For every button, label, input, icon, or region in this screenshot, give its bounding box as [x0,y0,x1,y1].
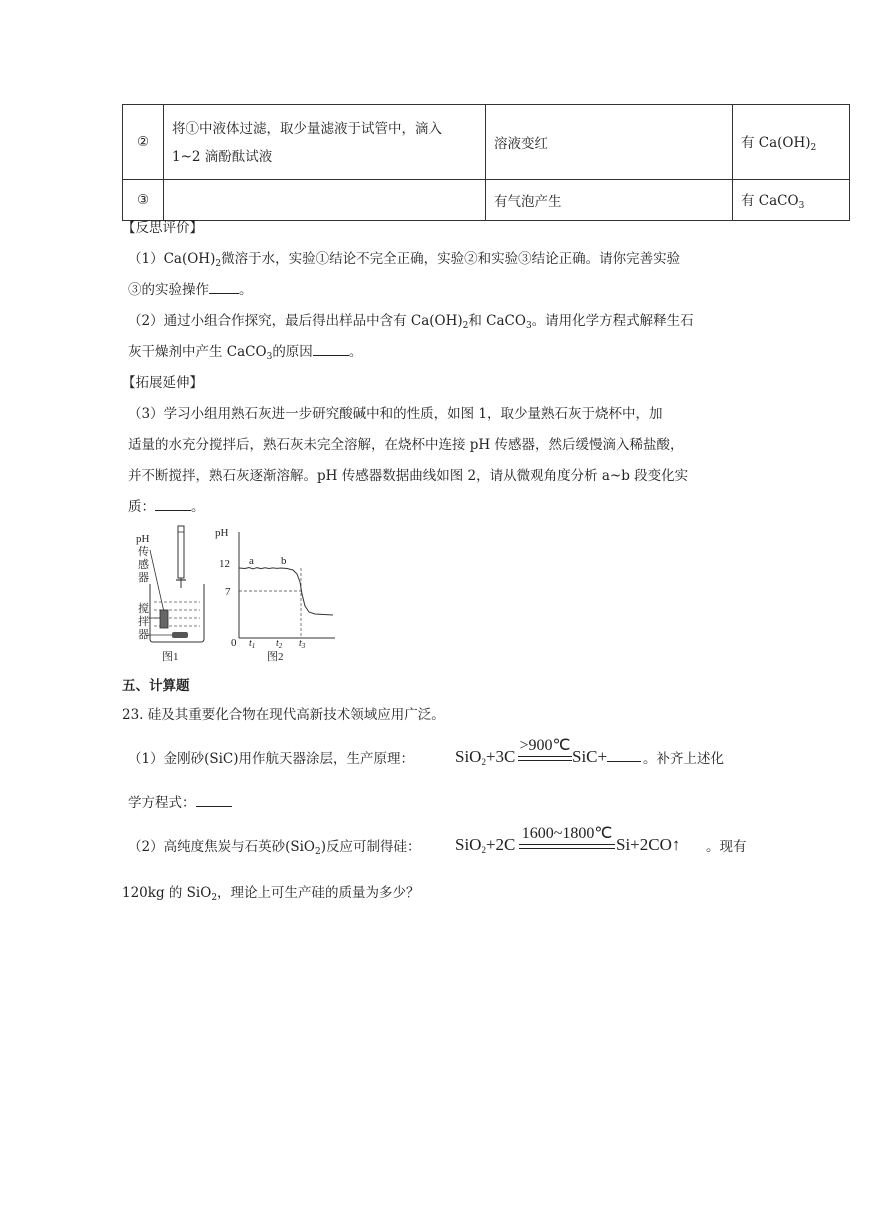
subscript: 2 [481,845,486,855]
equation-1-equals [518,756,572,761]
burette [178,526,184,578]
answer-blank [155,510,191,511]
point-a-label: a [249,555,254,567]
part-2-text: 120kg 的 SiO [122,885,212,901]
formula: SiO [455,835,482,854]
q1-text: 微溶于水，实验①结论不完全正确，实验②和实验③结论正确。请你完善实验 [221,251,681,267]
answer-blank [607,761,641,762]
question-3-line-3: 并不断搅拌，熟石灰逐渐溶解。pH 传感器数据曲线如图 2，请从微观角度分析 a~b 段变化实 [128,468,689,484]
equation-1-condition: >900℃ [519,737,571,754]
table-row [123,180,850,221]
q3-text: 。 [191,499,205,515]
question-2-line-2 [128,343,362,366]
stirrer-label: 搅 [138,603,149,615]
stirrer-label: 拌 [138,616,149,628]
equation-2-equals [519,844,615,849]
sensor-label: 感 [138,559,149,571]
equation-2-left [455,835,515,855]
part-2-line-2 [122,884,420,907]
formula: SiO [455,747,482,766]
q1-text: ③的实验操作 [128,282,209,298]
subscript: 2 [215,259,222,269]
question-23: 23. 硅及其重要化合物在现代高新技术领域应用广泛。 [122,707,445,723]
sensor-label: 传 [138,546,149,558]
conclusion-text: 有 Ca(OH) [741,135,811,151]
part-1-text: 学方程式： [128,795,196,811]
q2-text: （2）通过小组合作探究，最后得出样品中含有 Ca(OH) [128,313,463,329]
q1-text: （1）Ca(OH) [128,251,216,267]
figure-1-beaker-diagram [128,522,218,664]
part-1-text-end: 。补齐上述化 [643,751,724,767]
conclusion-cell [733,105,850,180]
step-number: ③ [123,180,164,221]
sensor-label: 器 [138,572,149,584]
q1-text: 。 [239,282,253,298]
operation-line: 将①中液体过滤，取少量滤液于试管中，滴入 [172,121,442,137]
answer-blank [209,293,239,294]
part-2-text [128,838,421,861]
stir-bar [172,632,188,638]
equation-1-left [455,747,515,767]
q2-text: 和 CaCO [468,313,526,329]
q2-text: 灰干燥剂中产生 CaCO [128,344,267,360]
figure-2-caption: 图2 [267,651,284,663]
operation-cell [164,105,486,180]
part-2-text-end: 。现有 [706,839,747,855]
extension-heading: 【拓展延伸】 [122,375,203,391]
subscript: 3 [266,352,273,362]
figure-2-ph-curve [215,522,340,664]
step-number: ② [123,105,164,180]
ph-sensor-probe [160,610,168,628]
answer-blank [196,806,232,807]
table-row [123,105,850,180]
formula: +3C [485,747,516,766]
formula: +2C [485,835,516,854]
part-1-text: （1）金刚砂(SiC)用作航天器涂层，生产原理： [128,751,415,767]
conclusion-text: 有 CaCO [741,193,799,209]
part-1-line-2 [128,794,232,812]
question-3-line-1: （3）学习小组用熟石灰进一步研究酸碱中和的性质，如图 1，取少量熟石灰于烧杯中，加 [128,406,663,422]
subscript: 2 [211,893,218,903]
experiment-table [122,104,850,221]
sensor-label: pH [136,533,150,545]
subscript: 2 [810,143,817,153]
answer-blank [313,355,349,356]
question-1-line-1 [128,250,680,273]
t3-label: $t_3$ [299,638,306,650]
subscript: 2 [315,847,321,857]
question-3-line-2: 适量的水充分搅拌后，熟石灰未完全溶解，在烧杯中连接 pH 传感器，然后缓慢滴入稀盐酸， [128,437,684,453]
subscript: 2 [462,321,469,331]
origin-label: 0 [231,637,237,649]
operation-line: 1~2 滴酚酞试液 [172,149,273,165]
t2-label: $t_2$ [276,638,283,650]
figure-1-caption: 图1 [162,651,179,663]
q2-text: 。请用化学方程式解释生石 [531,313,694,329]
equation-2-condition: 1600~1800℃ [521,825,613,842]
formula: SiC+ [572,747,608,766]
reflection-heading: 【反思评价】 [122,220,203,236]
part-2-text-b: )反应可制得硅： [320,839,421,855]
question-3-line-4 [128,498,205,516]
question-1-line-2 [128,281,253,299]
stirrer-label: 器 [138,629,149,641]
subscript: 3 [798,201,805,211]
subscript: 3 [525,321,532,331]
ph-tick-12: 12 [219,558,230,570]
equation-2-right: Si+2CO↑ [616,835,681,854]
t1-label: $t_1$ [249,638,256,650]
part-2-text: ，理论上可生产硅的质量为多少？ [217,885,420,901]
subscript: 2 [481,757,486,767]
equation-1-right [572,747,641,767]
part-2-text-a: （2）高纯度焦炭与石英砂(SiO [128,839,315,855]
phenomenon-cell: 溶液变红 [486,105,733,180]
question-2-line-1 [128,312,694,335]
point-b-label: b [281,555,287,567]
q3-text: 质： [128,499,155,515]
conclusion-cell [733,180,850,221]
q2-text: 。 [348,344,363,360]
phenomenon-cell: 有气泡产生 [486,180,733,221]
ph-tick-7: 7 [225,586,231,598]
ph-axis-label: pH [215,527,229,539]
operation-cell [164,180,486,221]
section-5-heading: 五、计算题 [122,678,190,694]
q2-text: 的原因 [272,344,313,360]
